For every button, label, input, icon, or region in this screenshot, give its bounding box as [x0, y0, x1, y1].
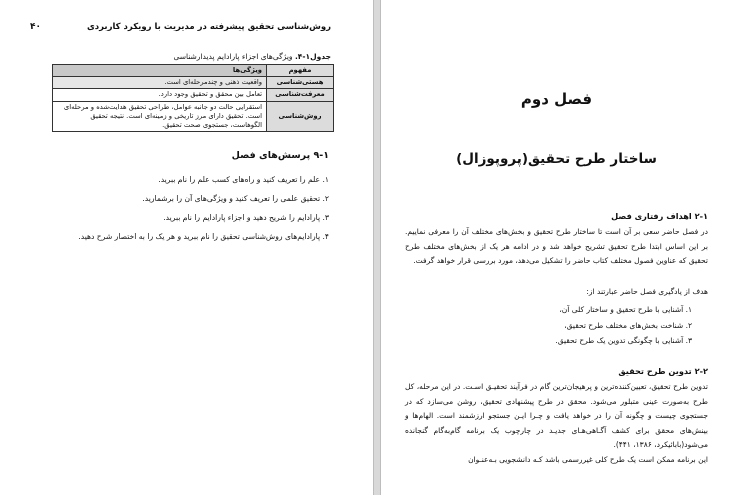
table-row-value: تعامل بین محقق و تحقیق وجود دارد. — [53, 89, 267, 101]
table-caption-label: جدول۱-۴. — [294, 52, 331, 61]
list-item: ۱. علم را تعریف کنید و راه‌های کسب علم را نام ببرید. — [158, 175, 329, 184]
list-item: ۲. شناخت بخش‌های مختلف طرح تحقیق، — [564, 320, 692, 330]
right-page — [380, 0, 732, 495]
questions-heading: ۹-۱ پرسش‌های فصل — [231, 150, 329, 161]
chapter-title: ساختار طرح تحقیق(پروپوزال) — [456, 151, 657, 167]
table-row-value: استقرایی حالت دو جانبه عوامل، طراحی تحقیق هدایت‌شده و مرحله‌ای است. تحقیق دارای مرز تاریخی و زمینه‌ای است. نتیجه تحقیق الگوهاست، جستجوی صحت تحقیق. — [53, 101, 267, 132]
paradigm-components-table — [52, 64, 334, 132]
page-number: ۴۰ — [30, 22, 41, 32]
paragraph-text: در فصل حاضر سعی بر آن است تا ساختار طرح تحقیق و بخش‌های مختلف آن را معرفی نماییم. بر این اساس ابتدا طرح تحقیق تشریح خواهد شد و در ادامه هر یک از بخش‌های مختلف طرح تحقیق که عناوین فصول مختلف کتاب حاضر را تشکیل می‌دهد، مورد بررسی قرار خواهد گرفت. — [405, 227, 708, 266]
drafting-paragraph — [405, 380, 708, 468]
table-caption — [60, 52, 331, 61]
goals-intro — [421, 285, 708, 300]
table-caption-text: ویژگی‌های اجزاء پارادایم پدیدارشناسی — [173, 52, 295, 61]
paragraph-text-continued: این برنامه ممکن است یک طرح کلی غیررسمی باشد کـه دانشجویی بـه‌عنـوان — [468, 454, 708, 464]
chapter-label: فصل دوم — [520, 90, 593, 108]
table-row — [53, 101, 334, 132]
list-item: ۴. پارادایم‌های روش‌شناسی تحقیق را نام ببرید و هر یک را به اختصار شرح دهید. — [78, 232, 329, 241]
table-row-label: معرفت‌شناسی — [267, 89, 334, 101]
objectives-paragraph — [405, 225, 708, 269]
paragraph-text: تدوین طرح تحقیق، تعیین‌کننده‌ترین و پرهیجان‌ترین گام در فرآیند تحقیـق اسـت. در این مرحله، کل طرح به‌صورت عینی متبلور می‌شود. محقق در طرح پیشنهادی تحقیق، روشن می‌سازد که در جستجوی چیست و چگونه آن را در خواهد یافت و چـرا ایـن جستجو ارزشمند است. الهام‌ها و بینش‌های محقق برای کشف آگـاهی‌هـای جدیـد در چارچوب یک برنامه گام‌به‌گام گنجانده می‌شود(بابائیکرد، ۱۳۸۶، ۴۴۱). — [405, 382, 708, 450]
list-item: ۳. آشنایی با چگونگی تدوین یک طرح تحقیق. — [555, 336, 692, 345]
questions-list — [30, 170, 329, 246]
table-row — [53, 89, 334, 101]
running-header — [30, 22, 331, 32]
table-header-concept: مفهوم — [267, 65, 334, 77]
table-row-value: واقعیت ذهنی و چندمرحله‌ای است. — [53, 77, 267, 89]
running-head-title: روش‌شناسی تحقیق پیشرفته در مدیریت با رویکرد کاربردی — [86, 22, 331, 32]
section-heading-drafting: ۲-۲ تدوین طرح تحقیق — [618, 366, 708, 376]
list-item: ۱. آشنایی با طرح تحقیق و ساختار کلی آن، — [559, 305, 692, 314]
table-header-row — [53, 65, 334, 77]
table-row — [53, 77, 334, 89]
table-header-features: ویژگی‌ها — [53, 65, 267, 77]
table-row-label: هستی‌شناسی — [267, 77, 334, 89]
goals-intro-text: هدف از یادگیری فصل حاضر عبارتند از: — [586, 287, 708, 296]
goals-list — [405, 302, 692, 349]
table-row-label: روش‌شناسی — [267, 101, 334, 132]
list-item: ۳. پارادایم را شریح دهید و اجزاء پارادایم را نام ببرید. — [163, 213, 329, 222]
section-heading-objectives: ۲-۱ اهداف رفتاری فصل — [611, 211, 708, 221]
list-item: ۲. تحقیق علمی را تعریف کنید و ویژگی‌های آن را برشمارید. — [142, 194, 329, 203]
